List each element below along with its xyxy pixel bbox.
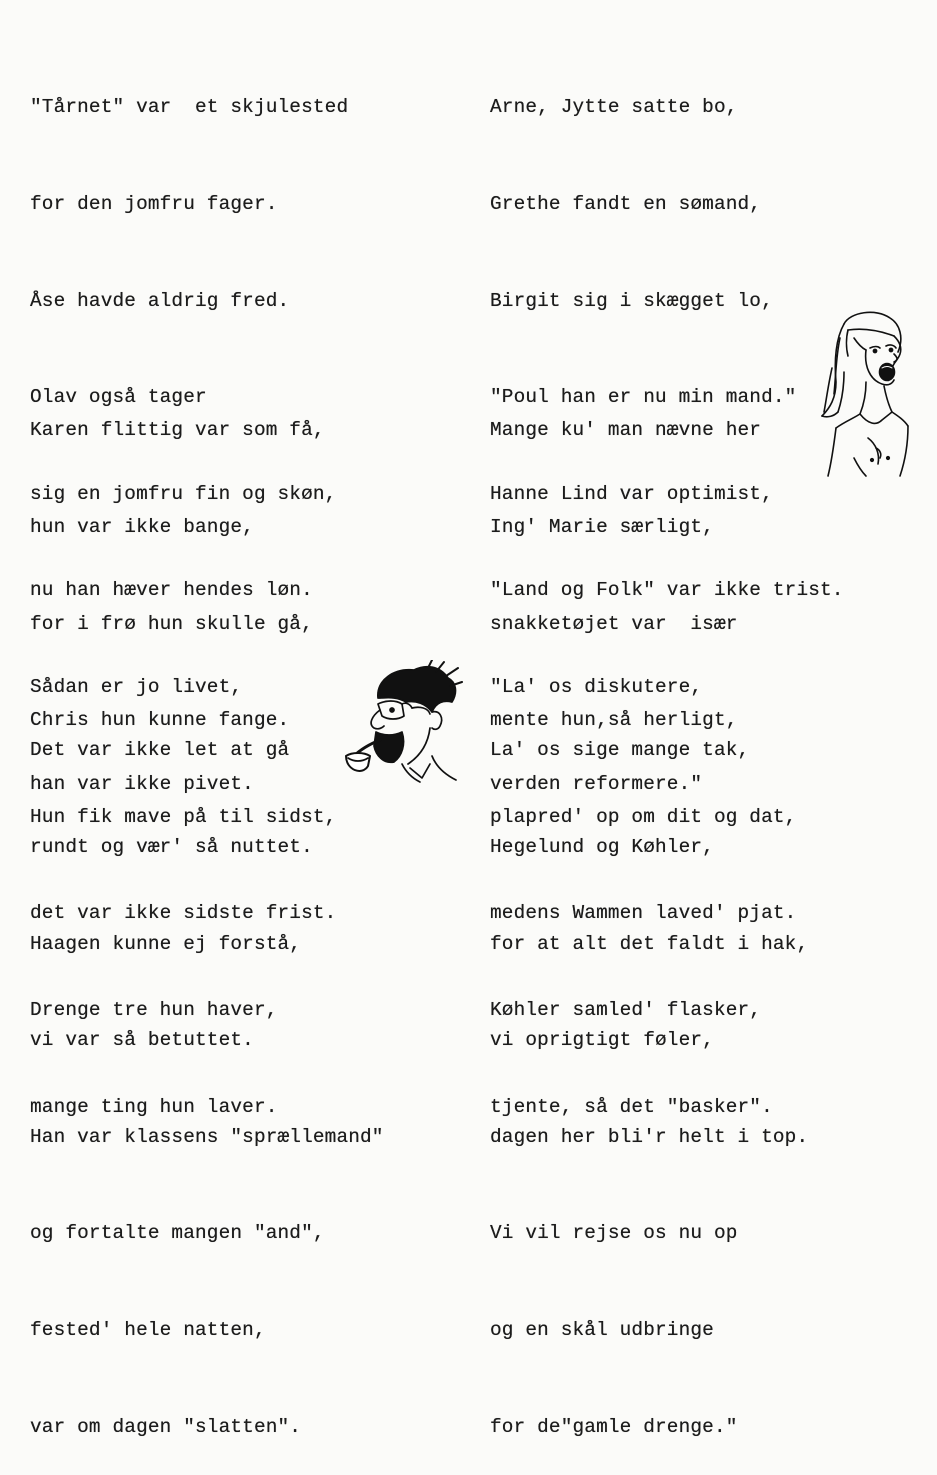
verse-line: "Tårnet" var et skjulested <box>30 96 349 119</box>
verse-line: dagen her bli'r helt i top. <box>490 1125 809 1148</box>
verse-line: han var ikke pivet. <box>30 772 254 795</box>
verse-line: hun var ikke bange, <box>30 516 254 538</box>
verse-line: nu han hæver hendes løn. <box>30 579 313 602</box>
cartoon-girl-singing-illustration <box>814 308 910 484</box>
stanza-haagen <box>30 670 384 1475</box>
verse-line: Haagen kunne ej forstå, <box>30 932 302 955</box>
cartoon-man-with-pipe-illustration <box>340 660 464 786</box>
verse-line: Sådan er jo livet, <box>30 675 243 698</box>
verse-line: var om dagen "slatten". <box>30 1415 302 1438</box>
verse-line: Birgit sig i skægget lo, <box>490 289 773 312</box>
verse-line: "La' os diskutere, <box>490 675 703 698</box>
verse-line: mente hun,så herligt, <box>490 709 738 732</box>
verse-line: sig en jomfru fin og skøn, <box>30 482 337 505</box>
verse-line: tjente, så det "basker". <box>490 1095 773 1118</box>
verse-line: snakketøjet var især <box>490 612 738 635</box>
verse-line: Olav også tager <box>30 386 207 409</box>
verse-line: og en skål udbringe <box>490 1318 714 1341</box>
verse-line: Hanne Lind var optimist, <box>490 482 773 505</box>
verse-line: vi oprigtigt føler, <box>490 1029 714 1052</box>
verse-line: medens Wammen laved' pjat. <box>490 902 797 925</box>
verse-line: Drenge tre hun haver, <box>30 998 278 1021</box>
verse-line: vi var så betuttet. <box>30 1029 254 1052</box>
verse-line: Åse havde aldrig fred. <box>30 289 290 312</box>
verse-line: Chris hun kunne fange. <box>30 709 290 732</box>
verse-line: Han var klassens "sprællemand" <box>30 1125 384 1148</box>
verse-line: rundt og vær' så nuttet. <box>30 836 313 858</box>
verse-line: for den jomfru fager. <box>30 193 278 215</box>
verse-line: det var ikke sidste frist. <box>30 902 337 925</box>
verse-line: Karen flittig var som få, <box>30 419 325 442</box>
verse-line: mange ting hun laver. <box>30 1095 278 1118</box>
verse-line: Hun fik mave på til sidst, <box>30 805 337 828</box>
verse-line: Det var ikke let at gå <box>30 739 290 762</box>
verse-line: verden reformere." <box>490 772 703 795</box>
stanza-tak <box>490 670 808 1475</box>
verse-line: Hegelund og Køhler, <box>490 836 714 858</box>
verse-line: for at alt det faldt i hak, <box>490 932 809 955</box>
verse-line: Grethe fandt en sømand, <box>490 193 762 215</box>
verse-line: fested' hele natten, <box>30 1318 266 1341</box>
verse-line: Køhler samled' flasker, <box>490 998 762 1021</box>
verse-line: Mange ku' man nævne her <box>490 419 762 442</box>
verse-line: Arne, Jytte satte bo, <box>490 96 738 119</box>
verse-line: "Land og Folk" var ikke trist. <box>490 579 844 602</box>
verse-line: plapred' op om dit og dat, <box>490 805 797 828</box>
verse-line: Vi vil rejse os nu op <box>490 1222 738 1245</box>
verse-line: La' os sige mange tak, <box>490 739 750 762</box>
verse-line: for de"gamle drenge." <box>490 1415 738 1438</box>
verse-line: Ing' Marie særligt, <box>490 516 714 538</box>
verse-line: for i frø hun skulle gå, <box>30 612 313 635</box>
verse-line: "Poul han er nu min mand." <box>490 386 797 409</box>
verse-line: og fortalte mangen "and", <box>30 1222 325 1245</box>
